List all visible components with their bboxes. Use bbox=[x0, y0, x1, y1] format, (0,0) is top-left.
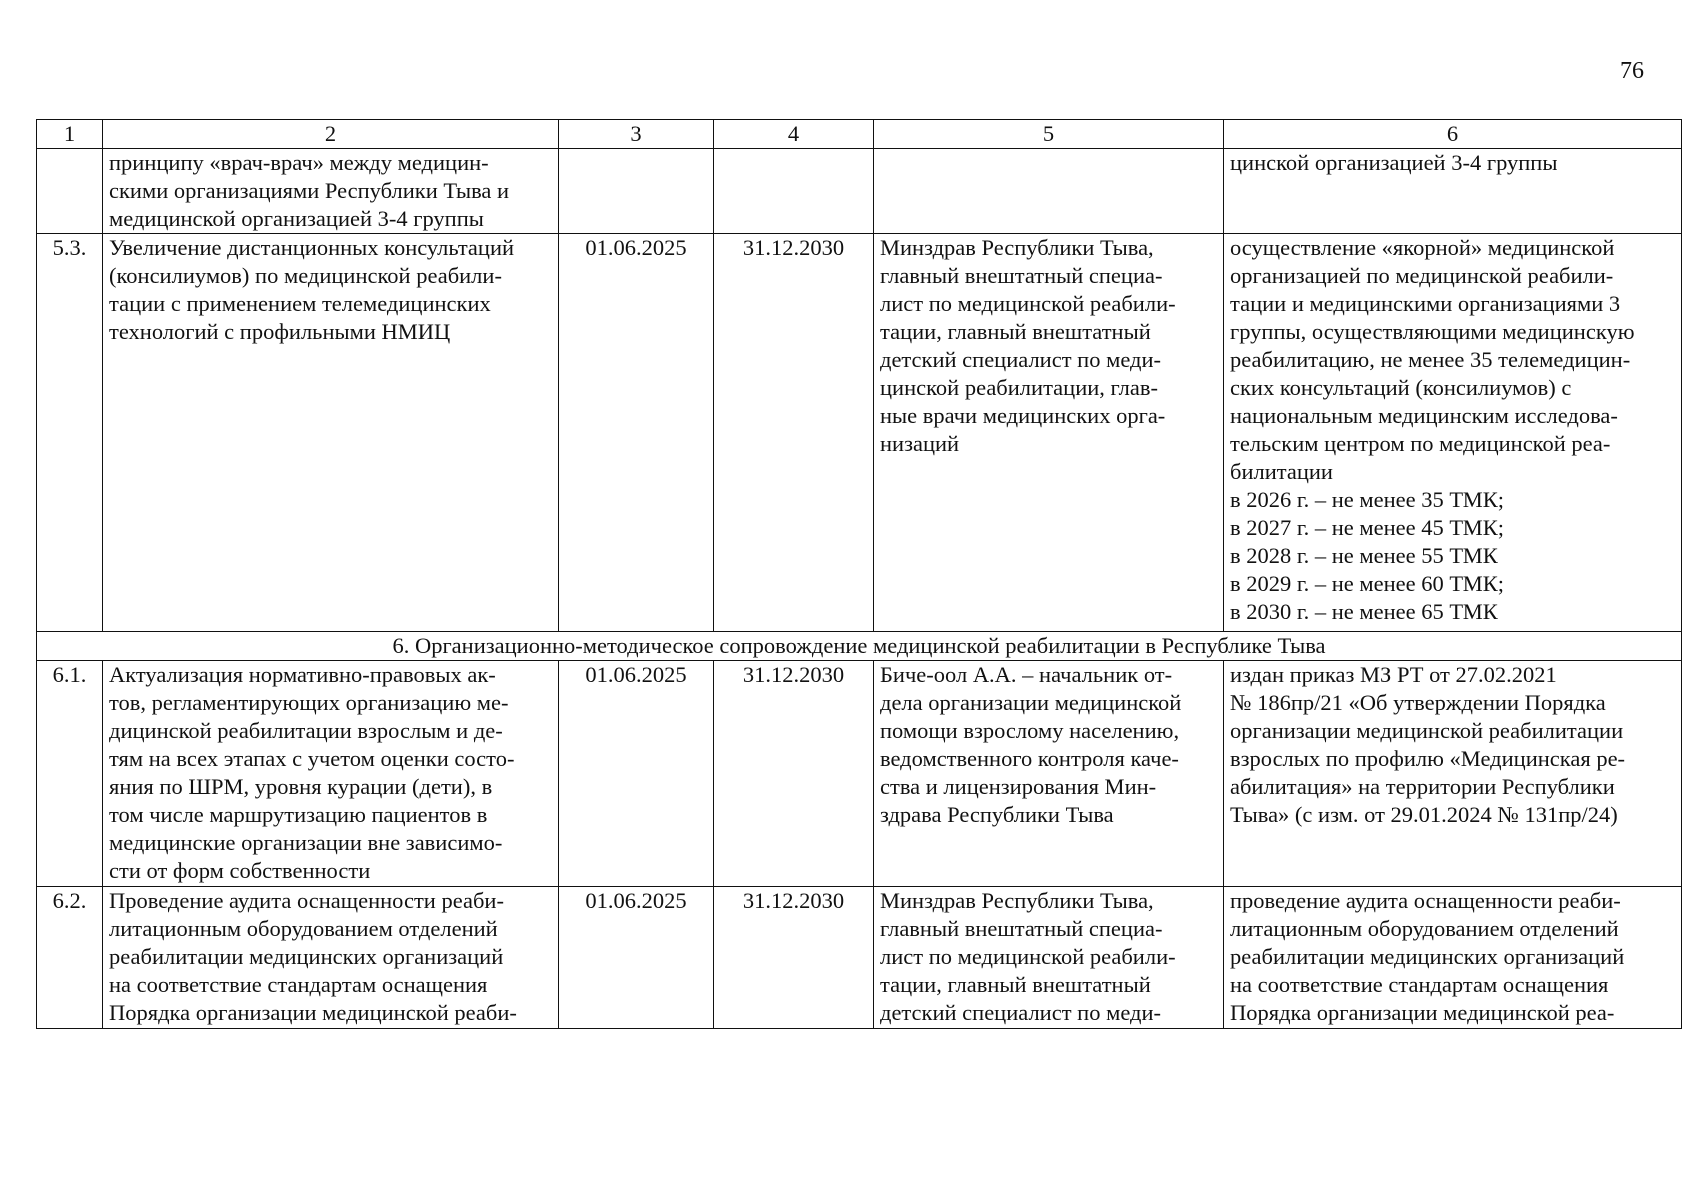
responsible-cell: Минздрав Республики Тыва, главный внештатный специа- лист по медицинской реабили- тации, главный внештатный детский специалист по меди- цинской реабилитации, глав- ные врачи медицинских орга- низаций bbox=[874, 234, 1224, 632]
responsible-cell: Биче-оол А.А. – начальник от- дела организации медицинской помощи взрослому населению, ведомственного контроля каче- ства и лицензирования Мин- здрава Республики Тыва bbox=[874, 661, 1224, 887]
header-cell: 3 bbox=[559, 120, 714, 149]
end-date: 31.12.2030 bbox=[714, 234, 874, 632]
result-cell: осуществление «якорной» медицинской организацией по медицинской реабили- тации и медицинскими организациями 3 группы, осуществляющими медицинскую реабилитацию, не менее 35 телемедицин- ских консультаций (консилиумов) с национальным медицинским исследова- тельским центром по медицинской реа- билитации в 2026 г. – не менее 35 ТМК; в 2027 г. – не менее 45 ТМК; в 2028 г. – не менее 55 ТМК в 2029 г. – не менее 60 ТМК; в 2030 г. – не менее 65 ТМК bbox=[1224, 234, 1682, 632]
header-cell: 2 bbox=[103, 120, 559, 149]
task-cell: Актуализация нормативно-правовых ак- тов, регламентирующих организацию ме- дицинской реабилитации взрослым и де- тям на всех этапах с учетом оценки состо- яния по ШРМ, уровня курации (дети), в том числе маршрутизацию пациентов в медицинские организации вне зависимо- сти от форм собственности bbox=[103, 661, 559, 887]
header-cell: 5 bbox=[874, 120, 1224, 149]
row-number: 5.3. bbox=[37, 234, 103, 632]
task-cell: Увеличение дистанционных консультаций (консилиумов) по медицинской реабили- тации с применением телемедицинских технологий с профильными НМИЦ bbox=[103, 234, 559, 632]
header-cell: 6 bbox=[1224, 120, 1682, 149]
start-date bbox=[559, 149, 714, 234]
responsible-cell bbox=[874, 149, 1224, 234]
result-cell: проведение аудита оснащенности реаби- литационным оборудованием отделений реабилитации медицинских организаций на соответствие стандартам оснащения Порядка организации медицинской реа- bbox=[1224, 887, 1682, 1029]
table-row bbox=[37, 234, 1682, 632]
task-cell: Проведение аудита оснащенности реаби- литационным оборудованием отделений реабилитации медицинских организаций на соответствие стандартам оснащения Порядка организации медицинской реаби- bbox=[103, 887, 559, 1029]
header-cell: 1 bbox=[37, 120, 103, 149]
section-header-row bbox=[37, 632, 1682, 661]
header-cell: 4 bbox=[714, 120, 874, 149]
result-cell: цинской организацией 3-4 группы bbox=[1224, 149, 1682, 234]
responsible-cell: Минздрав Республики Тыва, главный внештатный специа- лист по медицинской реабили- тации, главный внештатный детский специалист по меди- bbox=[874, 887, 1224, 1029]
plan-table bbox=[36, 119, 1682, 1029]
table-row bbox=[37, 887, 1682, 1029]
row-number: 6.2. bbox=[37, 887, 103, 1029]
result-cell: издан приказ МЗ РТ от 27.02.2021 № 186пр/21 «Об утверждении Порядка организации медицинской реабилитации взрослых по профилю «Медицинская ре- абилитация» на территории Республики Тыва» (с изм. от 29.01.2024 № 131пр/24) bbox=[1224, 661, 1682, 887]
end-date bbox=[714, 149, 874, 234]
header-row bbox=[37, 120, 1682, 149]
table-row bbox=[37, 661, 1682, 887]
start-date: 01.06.2025 bbox=[559, 661, 714, 887]
start-date: 01.06.2025 bbox=[559, 234, 714, 632]
row-number bbox=[37, 149, 103, 234]
task-cell: принципу «врач-врач» между медицин- скими организациями Республики Тыва и медицинской организацией 3-4 группы bbox=[103, 149, 559, 234]
end-date: 31.12.2030 bbox=[714, 661, 874, 887]
page-number: 76 bbox=[1620, 58, 1644, 84]
end-date: 31.12.2030 bbox=[714, 887, 874, 1029]
row-number: 6.1. bbox=[37, 661, 103, 887]
start-date: 01.06.2025 bbox=[559, 887, 714, 1029]
section-title: 6. Организационно-методическое сопровождение медицинской реабилитации в Республике Тыва bbox=[37, 632, 1682, 661]
table-row bbox=[37, 149, 1682, 234]
